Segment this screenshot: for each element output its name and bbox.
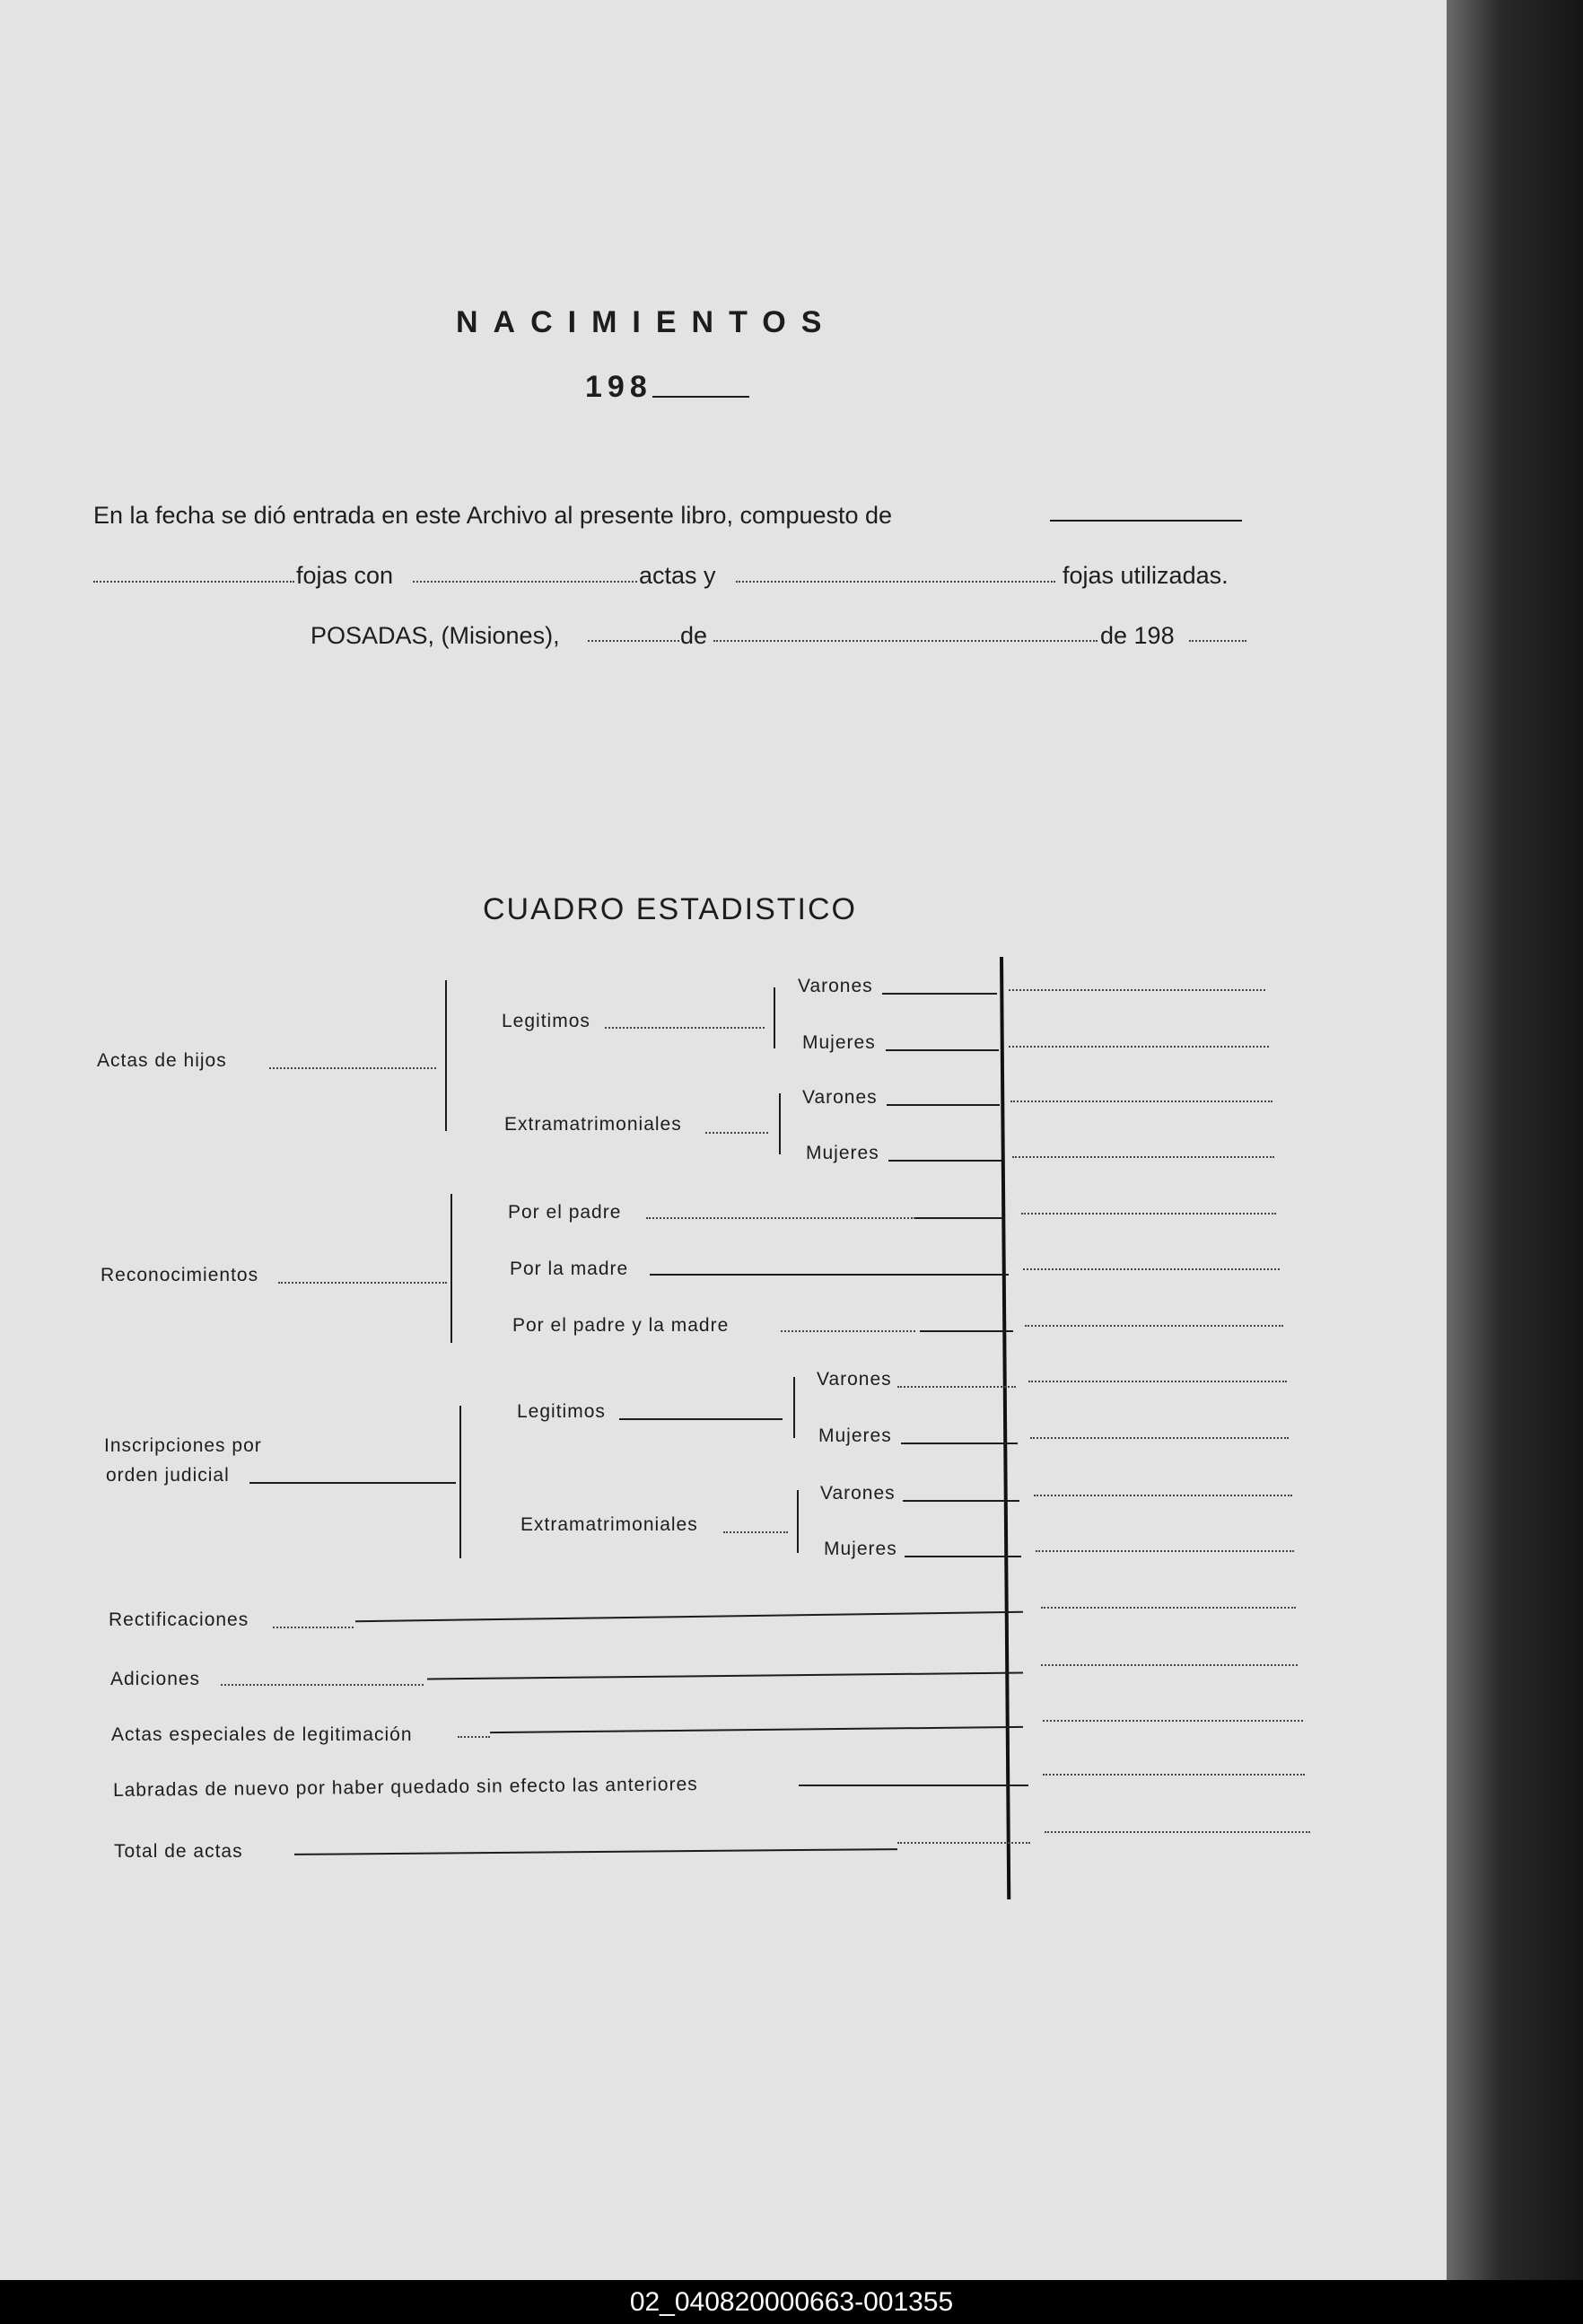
mujeres-value [1012, 1156, 1274, 1158]
por-el-padre-label: Por el padre [508, 1202, 622, 1223]
fojas-con-label: fojas con [296, 562, 394, 589]
adiciones-label: Adiciones [110, 1669, 201, 1689]
reconocimientos-brace [450, 1194, 461, 1343]
mujeres-value [1036, 1550, 1294, 1552]
actas-especiales-line [490, 1726, 1023, 1733]
adiciones-value [1041, 1664, 1298, 1666]
mujeres-label: Mujeres [824, 1539, 897, 1559]
year-label: 198 [585, 370, 652, 404]
legitimos-leader [619, 1418, 783, 1420]
por-el-padre-line [915, 1217, 1005, 1219]
varones-label: Varones [817, 1369, 892, 1390]
inscripciones-brace [459, 1406, 470, 1558]
actas-de-hijos-label: Actas de hijos [97, 1050, 227, 1071]
de-198-label: de 198 [1100, 622, 1175, 649]
varones-value [1028, 1381, 1287, 1382]
column-divider [1000, 957, 1010, 1899]
por-el-padre-y-la-madre-label: Por el padre y la madre [512, 1315, 730, 1336]
extramatrimoniales-brace [797, 1490, 808, 1553]
reconocimientos-label: Reconocimientos [101, 1265, 259, 1285]
varones-label: Varones [798, 976, 873, 996]
actas-especiales-value [1043, 1720, 1303, 1722]
total-de-actas-leader [897, 1842, 1030, 1844]
fojas-utilizadas-label: fojas utilizadas. [1063, 562, 1229, 589]
actas-de-hijos-leader [269, 1067, 436, 1069]
reconocimientos-leader [278, 1282, 447, 1284]
varones-line [897, 1386, 1016, 1388]
rectificaciones-leader [273, 1627, 354, 1628]
extramatrimoniales-brace [779, 1093, 790, 1154]
book-spine-edge [1447, 0, 1583, 2280]
varones-value [1010, 1101, 1273, 1102]
mujeres-line [888, 1160, 1001, 1162]
actas-especiales-leader [458, 1736, 490, 1738]
year-blank-line [652, 396, 749, 398]
legitimos-brace [793, 1377, 804, 1438]
por-la-madre-value [1023, 1268, 1280, 1270]
inscripciones-label-line2: orden judicial [106, 1465, 230, 1486]
por-el-padre-leader [646, 1217, 915, 1219]
mujeres-label: Mujeres [806, 1143, 879, 1163]
month-blank [713, 640, 1098, 642]
legitimos-leader [605, 1027, 765, 1029]
rectificaciones-value [1041, 1607, 1296, 1609]
por-la-madre-line [650, 1274, 1009, 1276]
varones-line [887, 1104, 1000, 1106]
extramatrimoniales-label: Extramatrimoniales [504, 1114, 682, 1135]
varones-label: Varones [802, 1087, 878, 1108]
legitimos-label: Legitimos [502, 1011, 590, 1031]
labradas-line [799, 1785, 1028, 1786]
varones-line [903, 1500, 1019, 1502]
por-el-padre-y-la-madre-leader [781, 1330, 915, 1332]
inscripciones-label-line1: Inscripciones por [104, 1435, 262, 1456]
extramatrimoniales-leader [705, 1132, 768, 1134]
mujeres-line [905, 1556, 1021, 1557]
mujeres-value [1009, 1046, 1269, 1048]
posadas-label: POSADAS, (Misiones), [310, 622, 560, 649]
por-la-madre-label: Por la madre [510, 1258, 629, 1279]
extramatrimoniales-label: Extramatrimoniales [520, 1514, 698, 1535]
cuadro-title: CUADRO ESTADISTICO [483, 892, 857, 926]
total-de-actas-label: Total de actas [114, 1841, 243, 1862]
image-id-footer: 02_040820000663-001355 [0, 2280, 1583, 2324]
utilizadas-blank [736, 581, 1055, 583]
adiciones-leader [221, 1684, 424, 1686]
de-label: de [680, 622, 708, 649]
por-el-padre-y-la-madre-line [920, 1330, 1013, 1332]
varones-value [1009, 989, 1265, 991]
labradas-label: Labradas de nuevo por haber quedado sin efecto las anteriores [112, 1774, 698, 1801]
fojas-blank [93, 581, 294, 583]
por-el-padre-value [1021, 1213, 1276, 1215]
varones-line [882, 993, 997, 995]
actas-de-hijos-brace [434, 980, 447, 1131]
legitimos-brace [774, 987, 784, 1048]
por-el-padre-y-la-madre-value [1025, 1325, 1283, 1327]
mujeres-label: Mujeres [818, 1425, 892, 1446]
actas-y-label: actas y [639, 562, 716, 589]
page-title: NACIMIENTOS [456, 305, 837, 339]
day-blank [588, 640, 679, 642]
inscripciones-leader [249, 1482, 456, 1484]
rectificaciones-line [355, 1611, 1023, 1622]
extramatrimoniales-leader [723, 1531, 788, 1533]
compuesto-blank [1050, 520, 1242, 522]
varones-value [1034, 1495, 1292, 1496]
mujeres-value [1030, 1437, 1289, 1439]
mujeres-label: Mujeres [802, 1032, 876, 1053]
adiciones-line [427, 1672, 1023, 1680]
varones-label: Varones [820, 1483, 896, 1504]
mujeres-line [886, 1049, 999, 1051]
mujeres-line [901, 1443, 1018, 1444]
rectificaciones-label: Rectificaciones [109, 1609, 249, 1630]
total-de-actas-line [294, 1848, 897, 1855]
legitimos-label: Legitimos [517, 1401, 606, 1422]
intro-line1: En la fecha se dió entrada en este Archivo al presente libro, compuesto de [93, 502, 893, 529]
total-de-actas-value [1045, 1831, 1310, 1833]
year2-blank [1189, 640, 1246, 642]
labradas-value [1043, 1774, 1305, 1776]
actas-especiales-label: Actas especiales de legitimación [111, 1724, 413, 1745]
actas-blank [413, 581, 637, 583]
